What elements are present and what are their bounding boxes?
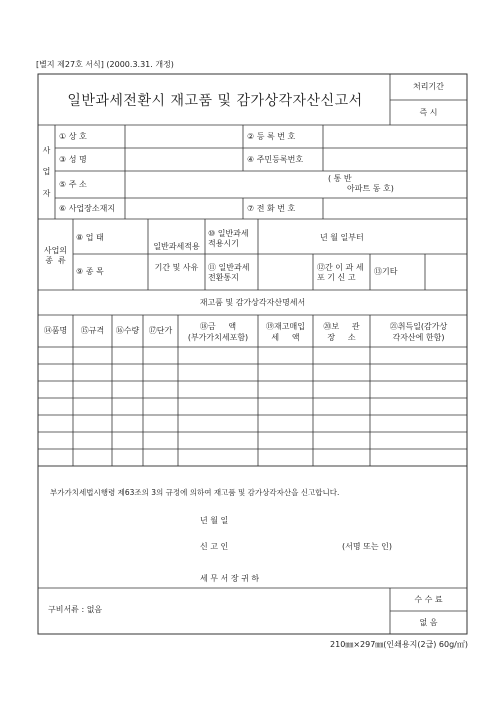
- table-row[interactable]: [38, 449, 467, 466]
- address-label: ⑤ 주 소: [59, 180, 87, 189]
- table-row[interactable]: [38, 398, 467, 415]
- address-hint-line-2: 아파트 동 호): [347, 184, 394, 193]
- declaration-date-line: 년 월 일: [200, 516, 229, 525]
- trade-name-field[interactable]: [126, 126, 242, 147]
- fee-label: 수 수 료: [414, 595, 443, 604]
- column-header-quantity: ⑯수량: [115, 326, 140, 335]
- processing-period-label: 처리기간: [413, 82, 444, 91]
- workplace-label: ⑥ 사업장소재지: [59, 204, 116, 213]
- business-group-label-2: 업: [42, 167, 51, 176]
- column-header-unit-price: ⑰단가: [148, 326, 173, 335]
- resident-number-label: ④ 주민등록번호: [247, 155, 304, 164]
- form-reference: [별지 제27호 서식] (2000.3.31. 개정): [36, 60, 174, 69]
- taxation-period-label-2: 기간 및 사유: [154, 263, 199, 272]
- registration-number-field[interactable]: [324, 126, 466, 147]
- name-field[interactable]: [126, 149, 242, 170]
- reporter-label: 신 고 인: [200, 542, 229, 551]
- inventory-section-title: 재고품 및 감가상각자산명세서: [199, 298, 306, 307]
- phone-label: ⑦ 전 화 번 호: [247, 204, 296, 213]
- table-row[interactable]: [38, 432, 467, 449]
- declaration-statement: 부가가치세법시행령 제63조의 3의 규정에 의하여 재고품 및 감가상각자산을 신고합니다.: [50, 488, 340, 497]
- address-hint-line-1: ( 통 반: [328, 174, 352, 183]
- business-group-label-3: 자: [42, 189, 51, 198]
- business-type-group-label: 사업의 종 류: [43, 246, 68, 266]
- taxation-period-label-1: 일반과세적용: [153, 242, 200, 251]
- name-label: ③ 성 명: [59, 155, 87, 164]
- paper-spec: 210㎜×297㎜(인쇄용지(2급) 60g/㎡): [330, 640, 468, 649]
- form-title: 일반과세전환시 재고품 및 감가상각자산신고서: [67, 93, 363, 109]
- phone-field[interactable]: [324, 199, 466, 218]
- other-label: ⑬기타: [374, 267, 398, 276]
- table-row[interactable]: [38, 415, 467, 432]
- table-row[interactable]: [38, 347, 467, 364]
- column-header-input-tax: ⑲재고매입 세 액: [266, 322, 305, 343]
- column-header-item-name: ⑭품명: [43, 326, 68, 335]
- trade-name-label: ① 상 호: [59, 132, 87, 141]
- table-row[interactable]: [38, 381, 467, 398]
- column-header-acquisition-date: ㉑취득일(감가상 각자산에 한함): [389, 322, 448, 343]
- signature-note: (서명 또는 인): [342, 542, 392, 551]
- business-category-label: ⑧ 업 태: [76, 233, 104, 242]
- simplified-report-label: ⑫간 이 과 세 포 기 신 고: [317, 263, 364, 283]
- apply-time-label: ⑩ 일반과세 적용시기: [208, 229, 249, 249]
- processing-period-value: 즉 시: [419, 108, 438, 117]
- column-header-spec: ⑮규격: [80, 326, 105, 335]
- conversion-notice-label: ⑪ 일반과세 전환통지: [208, 263, 250, 283]
- resident-number-field[interactable]: [324, 149, 466, 170]
- attachments-label: 구비서류 : 없음: [48, 605, 103, 614]
- apply-date-text: 년 월 일부터: [320, 233, 364, 242]
- addressee-label: 세 무 서 장 귀 하: [200, 574, 260, 583]
- column-header-storage-location: ⑳보 관 장 소: [323, 322, 360, 343]
- column-header-amount: ⑱금 액 (부가가치세포함): [187, 322, 249, 343]
- table-row[interactable]: [38, 364, 467, 381]
- business-item-label: ⑨ 종 목: [76, 267, 104, 276]
- workplace-field[interactable]: [126, 199, 242, 218]
- fee-value: 없 음: [419, 618, 438, 627]
- registration-number-label: ② 등 록 번 호: [247, 132, 296, 141]
- address-field[interactable]: [126, 172, 326, 197]
- business-group-label-1: 사: [42, 146, 51, 155]
